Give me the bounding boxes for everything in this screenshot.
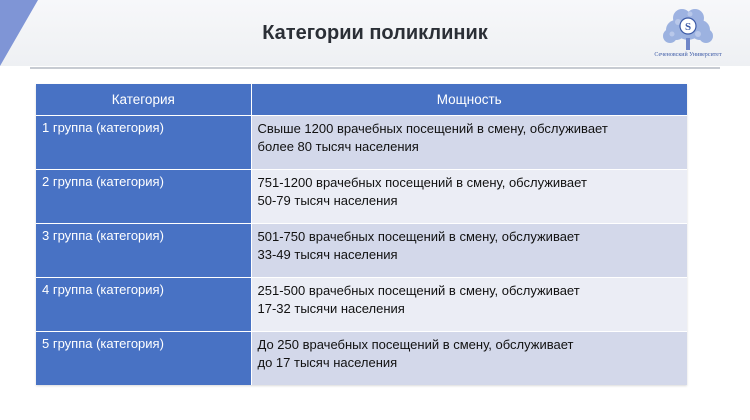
capacity-line: до 17 тысяч населения bbox=[257, 355, 398, 370]
row-capacity bbox=[251, 224, 687, 278]
slide-header bbox=[0, 0, 750, 66]
row-category: 2 группа (категория) bbox=[36, 170, 251, 224]
svg-text:S: S bbox=[684, 21, 692, 33]
table-row bbox=[36, 278, 687, 332]
table-row bbox=[36, 332, 687, 386]
table-row bbox=[36, 224, 687, 278]
capacity-line: 33-49 тысяч населения bbox=[257, 247, 398, 262]
table-row bbox=[36, 170, 687, 224]
header-capacity: Мощность bbox=[251, 84, 687, 116]
row-capacity bbox=[251, 116, 687, 170]
table-header-row bbox=[36, 84, 687, 116]
table-row bbox=[36, 116, 687, 170]
capacity-line: 50-79 тысяч населения bbox=[257, 193, 398, 208]
categories-table bbox=[36, 84, 687, 385]
row-category: 3 группа (категория) bbox=[36, 224, 251, 278]
logo-caption: Сеченовский Университет bbox=[654, 52, 722, 58]
row-capacity bbox=[251, 278, 687, 332]
capacity-line: 251-500 врачебных посещений в смену, обслуживает bbox=[257, 283, 580, 298]
row-category: 5 группа (категория) bbox=[36, 332, 251, 386]
capacity-line: Свыше 1200 врачебных посещений в смену, обслуживает bbox=[257, 121, 608, 136]
row-capacity bbox=[251, 170, 687, 224]
capacity-line: До 250 врачебных посещений в смену, обслуживает bbox=[257, 337, 574, 352]
capacity-line: более 80 тысяч населения bbox=[257, 139, 419, 154]
row-category: 4 группа (категория) bbox=[36, 278, 251, 332]
title-divider bbox=[30, 67, 720, 69]
header-category: Категория bbox=[36, 84, 251, 116]
row-category: 1 группа (категория) bbox=[36, 116, 251, 170]
capacity-line: 17-32 тысячи населения bbox=[257, 301, 405, 316]
slide-title: Категории поликлиник bbox=[262, 22, 488, 44]
capacity-line: 751-1200 врачебных посещений в смену, обслуживает bbox=[257, 175, 587, 190]
row-capacity bbox=[251, 332, 687, 386]
capacity-line: 501-750 врачебных посещений в смену, обслуживает bbox=[257, 229, 580, 244]
